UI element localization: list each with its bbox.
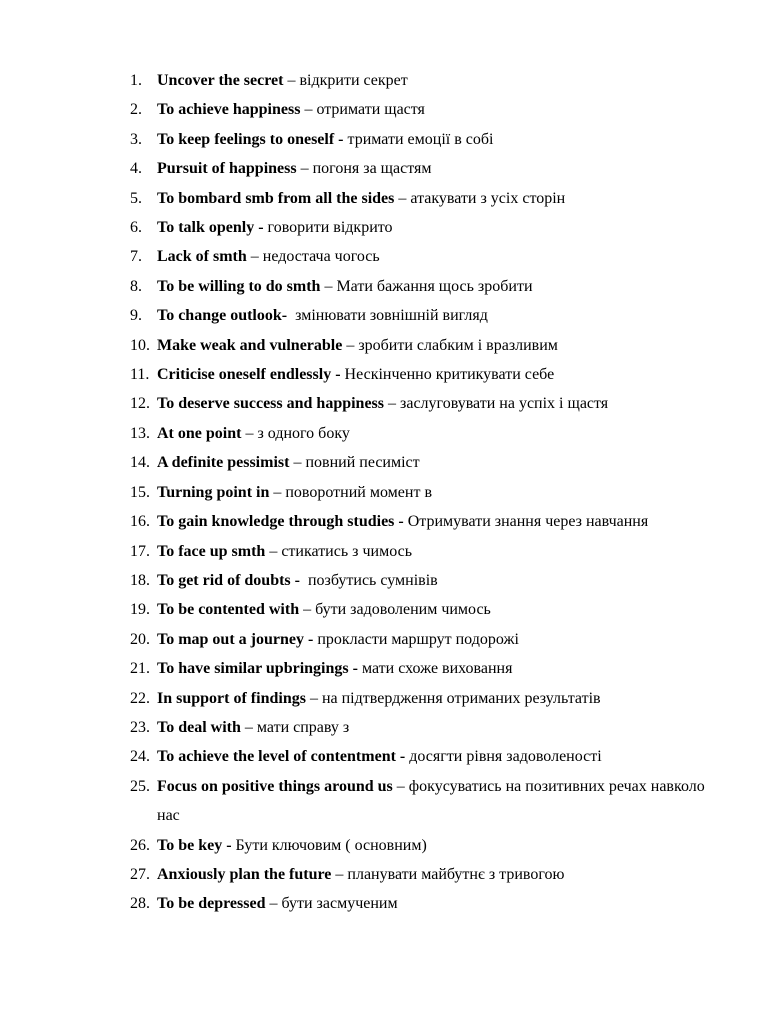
ukrainian-translation: заслуговувати на успіх і щастя (400, 395, 609, 413)
english-term: To achieve the level of contentment - (157, 748, 406, 766)
english-term: To gain knowledge through studies - (157, 513, 404, 531)
separator: – (392, 777, 409, 795)
list-item (130, 507, 730, 536)
list-item (130, 272, 730, 301)
item-number: 8. (130, 277, 142, 295)
ukrainian-translation: відкрити секрет (299, 72, 408, 89)
item-text (157, 301, 730, 330)
item-number: 20. (130, 630, 150, 648)
english-term: To talk openly - (157, 219, 264, 237)
item-number: 22. (130, 689, 150, 707)
separator: – (342, 336, 359, 354)
english-term: Focus on positive things around us (157, 777, 393, 795)
ukrainian-translation: бути задоволеним чимось (315, 601, 491, 619)
separator: – (246, 248, 263, 266)
ukrainian-translation: планувати майбутнє з тривогою (347, 865, 565, 883)
ukrainian-translation: змінювати зовнішній вигляд (295, 307, 488, 325)
english-term: To map out a journey - (157, 630, 314, 648)
english-term: Pursuit of happiness (157, 160, 297, 178)
ukrainian-translation: досягти рівня задоволеності (409, 748, 602, 766)
item-text (157, 242, 730, 271)
separator: – (320, 277, 337, 295)
english-term: Lack of smth (157, 248, 247, 266)
separator: – (265, 895, 282, 913)
item-text (157, 595, 730, 624)
list-item (130, 125, 730, 154)
item-text (157, 272, 730, 301)
separator: – (384, 395, 401, 413)
item-number: 1. (130, 72, 142, 89)
list-item (130, 95, 730, 124)
item-number: 18. (130, 571, 150, 589)
item-text (157, 507, 730, 536)
list-item (130, 389, 730, 418)
english-term: Turning point in (157, 483, 270, 501)
list-item (130, 654, 730, 683)
item-text (157, 625, 730, 654)
vocabulary-list (130, 66, 730, 919)
list-item (130, 742, 730, 771)
ukrainian-translation: Бути ключовим ( основним) (235, 836, 427, 854)
english-term: To deal with (157, 718, 241, 736)
ukrainian-translation: говорити відкрито (267, 219, 393, 237)
list-item (130, 889, 730, 918)
list-item (130, 154, 730, 183)
english-term: To be contented with (157, 601, 300, 619)
ukrainian-translation: атакувати з усіх сторін (410, 189, 566, 207)
list-item (130, 301, 730, 330)
ukrainian-translation: з одного боку (257, 424, 350, 442)
separator: – (241, 424, 258, 442)
item-number: 13. (130, 424, 150, 442)
english-term: To get rid of doubts - (157, 571, 300, 589)
item-number: 24. (130, 748, 150, 766)
ukrainian-translation: Отримувати знання через навчання (407, 513, 649, 531)
list-item (130, 625, 730, 654)
english-term: Criticise oneself endlessly - (157, 366, 341, 384)
ukrainian-translation: недостача чогось (262, 248, 380, 266)
english-term: To keep feelings to oneself - (157, 130, 344, 148)
item-number: 12. (130, 395, 150, 413)
item-number: 26. (130, 836, 150, 854)
item-text (157, 713, 730, 742)
english-term: Make weak and vulnerable (157, 336, 343, 354)
item-number: 2. (130, 101, 142, 119)
item-text (157, 184, 730, 213)
item-number: 17. (130, 542, 150, 560)
list-item (130, 831, 730, 860)
item-number: 23. (130, 718, 150, 736)
separator: – (305, 689, 322, 707)
item-text (157, 125, 730, 154)
item-number: 15. (130, 483, 150, 501)
separator: – (296, 160, 313, 178)
ukrainian-translation: фокусуватись на позитивних речах навколо нас (157, 777, 705, 825)
item-number: 7. (130, 248, 142, 266)
english-term: To have similar upbringings - (157, 660, 358, 678)
ukrainian-translation: прокласти маршрут подорожі (317, 630, 519, 648)
item-text (157, 478, 730, 507)
ukrainian-translation: позбутись сумнівів (307, 571, 438, 589)
list-item (130, 860, 730, 889)
list-item (130, 331, 730, 360)
item-number: 27. (130, 865, 150, 883)
ukrainian-translation: мати схоже виховання (361, 660, 513, 678)
item-text (157, 860, 730, 889)
item-text (157, 566, 730, 595)
separator (287, 307, 295, 324)
separator: – (265, 542, 282, 560)
list-item (130, 713, 730, 742)
item-text (157, 889, 730, 918)
list-item (130, 684, 730, 713)
ukrainian-translation: Мати бажання щось зробити (336, 277, 533, 295)
separator: – (240, 718, 257, 736)
ukrainian-translation: Нескінченно критикувати себе (344, 366, 555, 384)
item-text (157, 772, 730, 831)
item-text (157, 448, 730, 477)
separator: – (289, 454, 306, 472)
list-item (130, 184, 730, 213)
ukrainian-translation: стикатись з чимось (281, 542, 412, 560)
ukrainian-translation: повний песиміст (305, 454, 420, 472)
english-term: Anxiously plan the future (157, 865, 332, 883)
item-number: 10. (130, 336, 150, 354)
list-item (130, 242, 730, 271)
english-term: To be depressed (157, 895, 266, 913)
english-term: To deserve success and happiness (157, 395, 385, 413)
english-term: To be willing to do smth (157, 277, 321, 295)
ukrainian-translation: тримати емоції в собі (347, 130, 494, 148)
english-term: In support of findings (157, 689, 306, 707)
item-text (157, 831, 730, 860)
list-item (130, 478, 730, 507)
list-item (130, 360, 730, 389)
item-text (157, 154, 730, 183)
english-term: To be key - (157, 836, 232, 854)
ukrainian-translation: на підтвердження отриманих результатів (321, 689, 601, 707)
item-number: 25. (130, 777, 150, 795)
list-item (130, 66, 730, 95)
item-number: 21. (130, 660, 150, 678)
separator: – (269, 483, 286, 501)
item-text (157, 419, 730, 448)
item-text (157, 742, 730, 771)
ukrainian-translation: отримати щастя (316, 101, 425, 119)
english-term: To bombard smb from all the sides (157, 189, 395, 207)
english-term: A definite pessimist (157, 454, 290, 472)
item-number: 6. (130, 219, 142, 237)
item-text (157, 389, 730, 418)
english-term: Uncover the secret (157, 72, 284, 89)
ukrainian-translation: бути засмученим (281, 895, 398, 913)
item-text (157, 360, 730, 389)
list-item (130, 566, 730, 595)
item-number: 5. (130, 189, 142, 207)
item-text (157, 654, 730, 683)
separator: – (283, 72, 300, 89)
item-text (157, 331, 730, 360)
item-text (157, 95, 730, 124)
english-term: To change outlook- (157, 307, 288, 325)
ukrainian-translation: мати справу з (256, 718, 350, 736)
item-number: 28. (130, 895, 150, 913)
ukrainian-translation: поворотний момент в (285, 483, 432, 501)
separator: – (299, 601, 316, 619)
ukrainian-translation: погоня за щастям (312, 160, 432, 178)
item-number: 11. (130, 366, 150, 384)
separator (300, 572, 308, 589)
list-item (130, 448, 730, 477)
item-number: 16. (130, 513, 150, 531)
separator: – (331, 865, 348, 883)
english-term: At one point (157, 424, 242, 442)
item-number: 19. (130, 601, 150, 619)
item-text (157, 537, 730, 566)
separator: – (300, 101, 317, 119)
list-item (130, 537, 730, 566)
item-text (157, 213, 730, 242)
list-item (130, 772, 730, 831)
item-number: 3. (130, 130, 142, 148)
item-number: 9. (130, 307, 142, 325)
english-term: To achieve happiness (157, 101, 301, 119)
item-text (157, 66, 730, 95)
ukrainian-translation: зробити слабким і вразливим (358, 336, 558, 354)
list-item (130, 595, 730, 624)
separator: – (394, 189, 411, 207)
item-number: 4. (130, 160, 142, 178)
list-item (130, 213, 730, 242)
list-item (130, 419, 730, 448)
english-term: To face up smth (157, 542, 266, 560)
item-number: 14. (130, 454, 150, 472)
item-text (157, 684, 730, 713)
